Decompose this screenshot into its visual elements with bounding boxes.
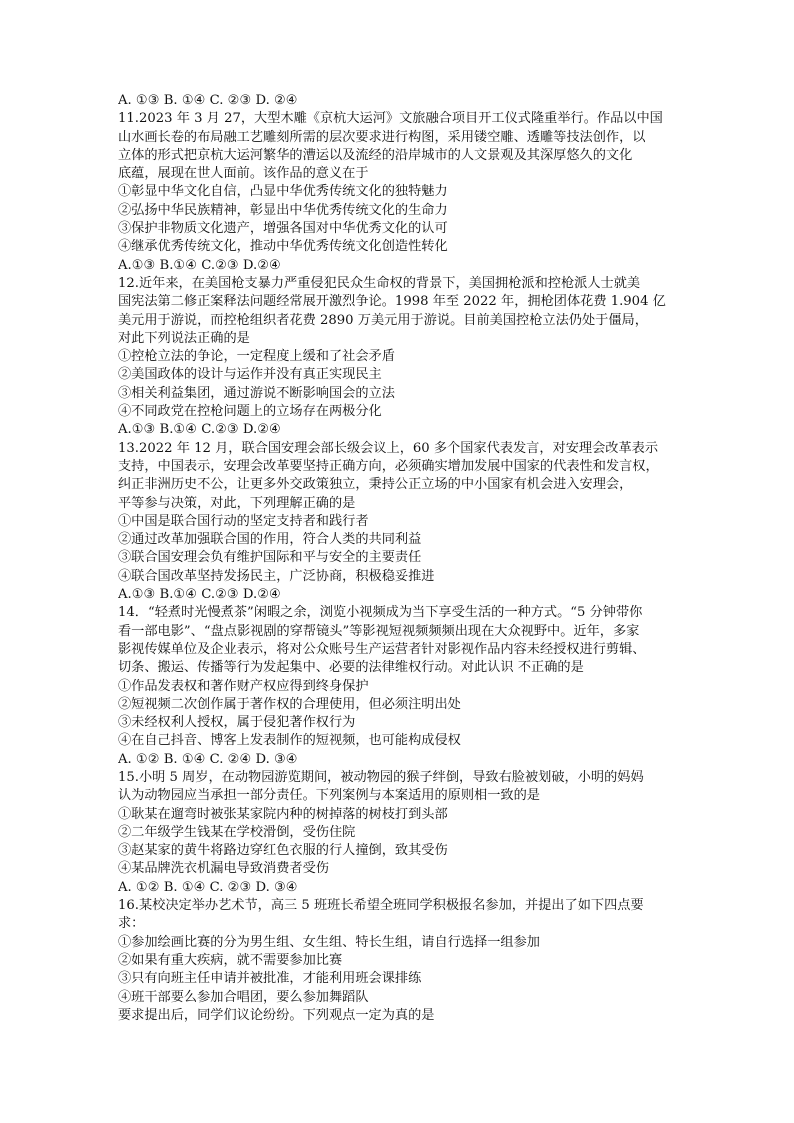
text-line: ②通过改革加强联合国的作用，符合人类的共同利益 [118, 532, 422, 548]
exam-page [118, 92, 688, 1025]
text-line: 纠正非洲历史不公，让更多外交政策独立，秉持公正立场的中小国家有机会进入安理会， [118, 477, 633, 493]
text-line: 国宪法第二修正案释法问题经常展开激烈争论。1998 年至 2022 年，拥枪团体花费 1.904 亿 [118, 294, 666, 310]
text-line: ④某品牌洗衣机漏电导致消费者受伤 [118, 861, 329, 877]
text-line: 看一部电影”、“盘点影视剧的穿帮镜头”等影视短视频频频出现在大众视野中。近年，多家 [118, 623, 640, 639]
text-line: 求： [118, 916, 145, 932]
text-line: 11.2023 年 3 月 27，大型木雕《京杭大运河》文旅融合项目开工仪式隆重举行。作品以中国 [118, 111, 663, 127]
text-line: ①作品发表权和著作财产权应得到终身保护 [118, 678, 369, 694]
answer-options: A.①③ B.①④ C.②③ D.②④ [118, 422, 281, 438]
text-line: ②短视频二次创作属于著作权的合理使用，但必须注明出处 [118, 696, 461, 712]
text-line: ①中国是联合国行动的坚定支持者和践行者 [118, 513, 369, 529]
text-line: ④继承优秀传统文化，推动中华优秀传统文化创造性转化 [118, 239, 448, 255]
text-line: ①耿某在遛弯时被张某家院内种的树掉落的树枝打到头部 [118, 806, 448, 822]
text-line: ②如果有重大疾病，就不需要参加比赛 [118, 952, 343, 968]
answer-options: A.①③ B.①④ C.②③ D.②④ [118, 587, 281, 603]
text-line: ③赵某家的黄牛将路边穿红色衣服的行人撞倒，致其受伤 [118, 843, 448, 859]
text-line: ④联合国改革坚持发扬民主，广泛协商，积极稳妥推进 [118, 568, 435, 584]
text-line: ②美国政体的设计与运作并没有真正实现民主 [118, 367, 382, 383]
text-line: 美元用于游说，而控枪组织者花费 2890 万美元用于游说。目前美国控枪立法仍处于僵局， [118, 312, 648, 328]
text-line: 影视传媒单位及企业表示，将对公众账号生产运营者针对影视作品内容未经授权进行剪辑、 [118, 641, 646, 657]
text-line: 16.某校决定举办艺术节，高三 5 班班长希望全班同学积极报名参加，并提出了如下四点要 [118, 898, 644, 914]
text-line: ③未经权利人授权，属于侵犯著作权行为 [118, 715, 356, 731]
text-line: ③只有向班主任申请并被批准，才能利用班会课排练 [118, 971, 422, 987]
text-line: ③联合国安理会负有维护国际和平与安全的主要责任 [118, 550, 422, 566]
text-line: 立体的形式把京杭大运河繁华的漕运以及流经的沿岸城市的人文景观及其深厚悠久的文化 [118, 147, 633, 163]
text-line: ①彰显中华文化自信，凸显中华优秀传统文化的独特魅力 [118, 184, 448, 200]
text-line: 对此下列说法正确的是 [118, 330, 250, 346]
text-line: ④班干部要么参加合唱团，要么参加舞蹈队 [118, 989, 369, 1005]
text-line: 15.小明 5 周岁，在动物园游览期间，被动物园的猴子绊倒，导致右脸被划破，小明的妈妈 [118, 769, 644, 785]
text-line: ②二年级学生钱某在学校滑倒，受伤住院 [118, 824, 356, 840]
text-line: ④不同政党在控枪问题上的立场存在两极分化 [118, 404, 382, 420]
text-line: ①参加绘画比赛的分为男生组、女生组、特长生组，请自行选择一组参加 [118, 934, 540, 950]
text-line: ④在自己抖音、博客上发表制作的短视频，也可能构成侵权 [118, 733, 461, 749]
answer-options: A. ①② B. ①④ C. ②③ D. ③④ [118, 879, 298, 895]
text-line: A. ①③ B. ①④ C. ②③ D. ②④ [118, 93, 298, 108]
text-line: ①控枪立法的争论，一定程度上缓和了社会矛盾 [118, 349, 395, 365]
text-line: ③相关利益集团，通过游说不断影响国会的立法 [118, 385, 395, 401]
text-line: 底蕴，展现在世人面前。该作品的意义在于 [118, 166, 369, 182]
text-line: 山水画长卷的布局融工艺雕刻所需的层次要求进行构图，采用镂空雕、透雕等技法创作，以 [118, 129, 646, 145]
answer-options: A.①③ B.①④ C.②③ D.②④ [118, 257, 281, 273]
answer-options: A. ①② B. ①④ C. ②④ D. ③④ [118, 751, 298, 767]
text-line: 13.2022 年 12 月，联合国安理会部长级会议上，60 多个国家代表发言，对安理会改革表示 [118, 440, 659, 456]
text-line: 认为动物园应当承担一部分责任。下列案例与本案适用的原则相一致的是 [118, 788, 540, 804]
text-line: 平等参与决策，对此，下列理解正确的是 [118, 495, 356, 511]
text-line: ②弘扬中华民族精神，彰显出中华优秀传统文化的生命力 [118, 202, 448, 218]
text-line: 14．“轻煮时光慢煮茶”闲暇之余，浏览小视频成为当下享受生活的一种方式。“5 分钟带你 [118, 605, 643, 621]
text-line: 切条、搬运、传播等行为发起集中、必要的法律维权行动。对此认识 不正确的是 [118, 660, 584, 676]
text-line: 12.近年来，在美国枪支暴力严重侵犯民众生命权的背景下，美国拥枪派和控枪派人士就美 [118, 275, 641, 291]
text-line: 支持，中国表示，安理会改革要坚持正确方向，必须确实增加发展中国家的代表性和发言权， [118, 458, 659, 474]
text-line: 要求提出后，同学们议论纷纷。下列观点一定为真的是 [118, 1007, 435, 1023]
text-line: ③保护非物质文化遗产，增强各国对中华优秀文化的认可 [118, 221, 448, 237]
